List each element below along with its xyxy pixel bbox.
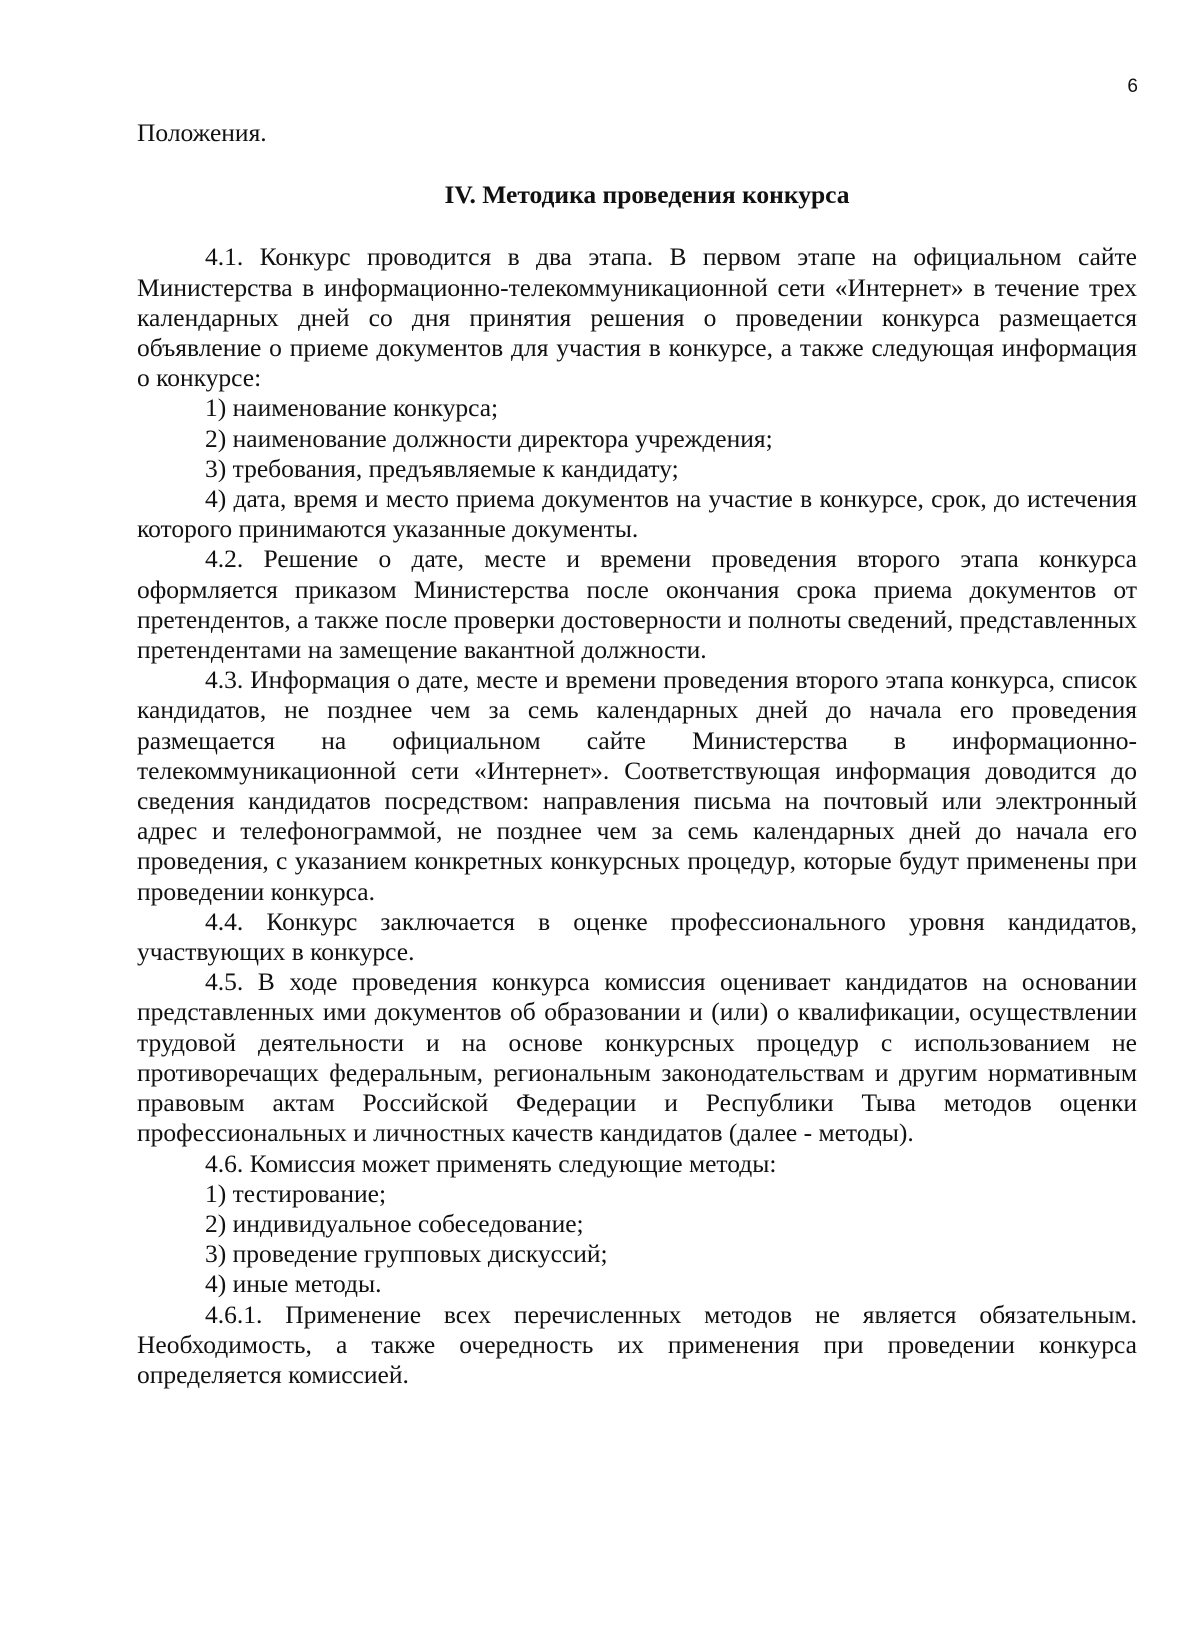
paragraph-4-1: 4.1. Конкурс проводится в два этапа. В первом этапе на официальном сайте Министерства в информационно-телекоммуникационной сети «Интернет» в течение трех календарных дней со дня принятия решения о проведении конкурса размещается объявление о приеме документов для участия в конкурсе, а также следующая информация о конкурсе: [137, 242, 1137, 393]
list-item: 3) требования, предъявляемые к кандидату; [205, 453, 679, 483]
list-item: 4) иные методы. [205, 1269, 382, 1299]
list-item: 1) тестирование; [205, 1178, 387, 1208]
paragraph-4-3: 4.3. Информация о дате, месте и времени проведения второго этапа конкурса, список кандидатов, не позднее чем за семь календарных дней до начала его проведения размещается на официальном сайте Министерства в информационно-телекоммуникационной сети «Интернет». Соответствующая информация доводится до сведения кандидатов посредством: направления письма на почтовый или электронный адрес и телефонограммой, не позднее чем за семь календарных дней до начала его проведения, с указанием конкретных конкурсных процедур, которые будут применены при проведении конкурса. [137, 665, 1137, 906]
continuation-text: Положения. [137, 118, 267, 147]
paragraph-4-6: 4.6. Комиссия может применять следующие методы: [205, 1148, 777, 1178]
paragraph-4-2: 4.2. Решение о дате, месте и времени проведения второго этапа конкурса оформляется приказом Министерства после окончания срока приема документов от претендентов, а также после проверки достоверности и полноты сведений, представленных претендентами на замещение вакантной должности. [137, 544, 1137, 665]
list-item: 4) дата, время и место приема документов на участие в конкурсе, срок, до истечения которого принимаются указанные документы. [137, 484, 1137, 544]
page-number: 6 [1127, 76, 1138, 97]
paragraph-4-4: 4.4. Конкурс заключается в оценке профессионального уровня кандидатов, участвующих в конкурсе. [137, 906, 1137, 967]
paragraph-4-5: 4.5. В ходе проведения конкурса комиссия оценивает кандидатов на основании представленных ими документов об образовании и (или) о квалификации, осуществлении трудовой деятельности и на основе конкурсных процедур с использованием не противоречащих федеральным, региональным законодательствам и другим нормативным правовым актам Российской Федерации и Республики Тыва методов оценки профессиональных и личностных качеств кандидатов (далее - методы). [137, 967, 1137, 1148]
paragraph-4-6-1: 4.6.1. Применение всех перечисленных методов не является обязательным. Необходимость, а также очередность их применения при проведении конкурса определяется комиссией. [137, 1299, 1137, 1389]
list-item: 3) проведение групповых дискуссий; [205, 1239, 608, 1269]
section-heading: IV. Методика проведения конкурса [444, 180, 850, 210]
document-body [137, 118, 1137, 1390]
list-item: 2) наименование должности директора учреждения; [205, 423, 773, 453]
list-item: 1) наименование конкурса; [205, 393, 499, 423]
list-item: 2) индивидуальное собеседование; [205, 1208, 584, 1238]
